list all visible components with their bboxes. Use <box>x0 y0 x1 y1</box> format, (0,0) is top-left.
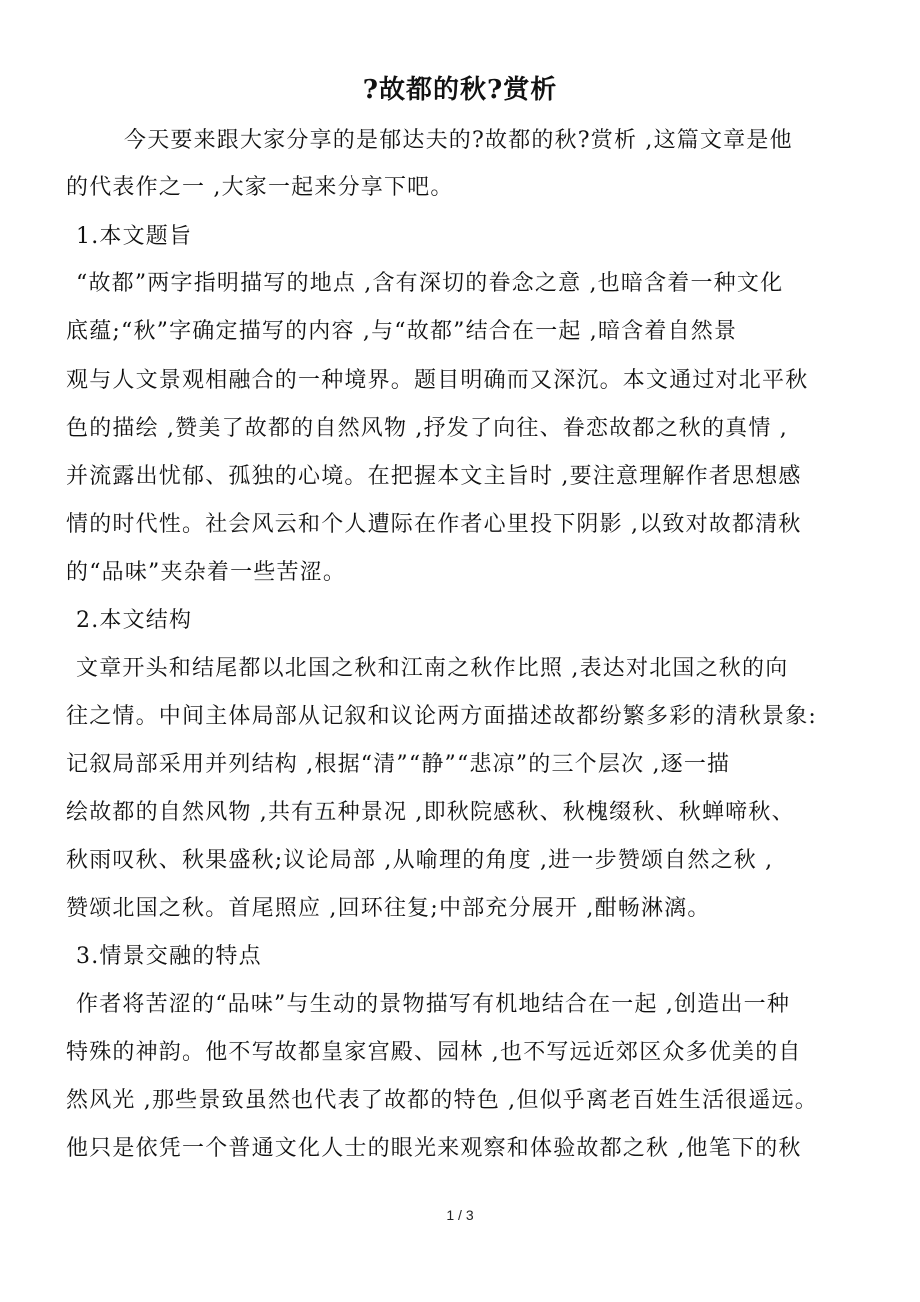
text-line: 并流露出忧郁、孤独的心境。在把握本文主旨时 ,要注意理解作者思想感 <box>66 464 802 489</box>
text-line: “故都”两字指明描写的地点 ,含有深切的眷念之意 ,也暗含着一种文化 <box>76 271 784 296</box>
document-title: ?故都的秋?赏析 <box>362 75 558 105</box>
text-line: 的代表作之一 ,大家一起来分享下吧。 <box>66 175 454 200</box>
text-line: 底蕴;“秋”字确定描写的内容 ,与“故都”结合在一起 ,暗含着自然景 <box>66 319 738 344</box>
text-line: 然风光 ,那些景致虽然也代表了故都的特色 ,但似乎离老百姓生活很遥远。 <box>66 1088 818 1113</box>
text-line: 作者将苦涩的“品味”与生动的景物描写有机地结合在一起 ,创造出一种 <box>76 992 791 1017</box>
text-line: 今天要来跟大家分享的是郁达夫的?故都的秋?赏析 ,这篇文章是他 <box>124 128 793 153</box>
section-heading: 1.本文题旨 <box>76 224 193 249</box>
section-heading: 2.本文结构 <box>76 608 193 633</box>
page-indicator: 1 / 3 <box>446 1207 474 1223</box>
text-line: 的“品味”夹杂着一些苦涩。 <box>66 560 347 585</box>
text-line: 观与人文景观相融合的一种境界。题目明确而又深沉。本文通过对北平秋 <box>66 368 809 393</box>
text-line: 秋雨叹秋、秋果盛秋;议论局部 ,从喻理的角度 ,进一步赞颂自然之秋 , <box>66 848 774 873</box>
text-line: 往之情。中间主体局部从记叙和议论两方面描述故都纷繁多彩的清秋景象: <box>66 704 818 729</box>
text-line: 绘故都的自然风物 ,共有五种景况 ,即秋院感秋、秋槐缀秋、秋蝉啼秋、 <box>66 800 795 825</box>
text-line: 他只是依凭一个普通文化人士的眼光来观察和体验故都之秋 ,他笔下的秋 <box>66 1136 802 1161</box>
text-line: 赞颂北国之秋。首尾照应 ,回环往复;中部充分展开 ,酣畅淋漓。 <box>66 896 711 921</box>
section-heading: 3.情景交融的特点 <box>76 944 262 969</box>
text-line: 文章开头和结尾都以北国之秋和江南之秋作比照 ,表达对北国之秋的向 <box>76 656 789 681</box>
text-line: 色的描绘 ,赞美了故都的自然风物 ,抒发了向往、眷恋故都之秋的真情 , <box>66 416 788 441</box>
text-line: 特殊的神韵。他不写故都皇家宫殿、园林 ,也不写远近郊区众多优美的自 <box>66 1040 802 1065</box>
text-line: 记叙局部采用并列结构 ,根据“清”“静”“悲凉”的三个层次 ,逐一描 <box>66 752 731 777</box>
text-line: 情的时代性。社会风云和个人遭际在作者心里投下阴影 ,以致对故都清秋 <box>66 512 802 537</box>
